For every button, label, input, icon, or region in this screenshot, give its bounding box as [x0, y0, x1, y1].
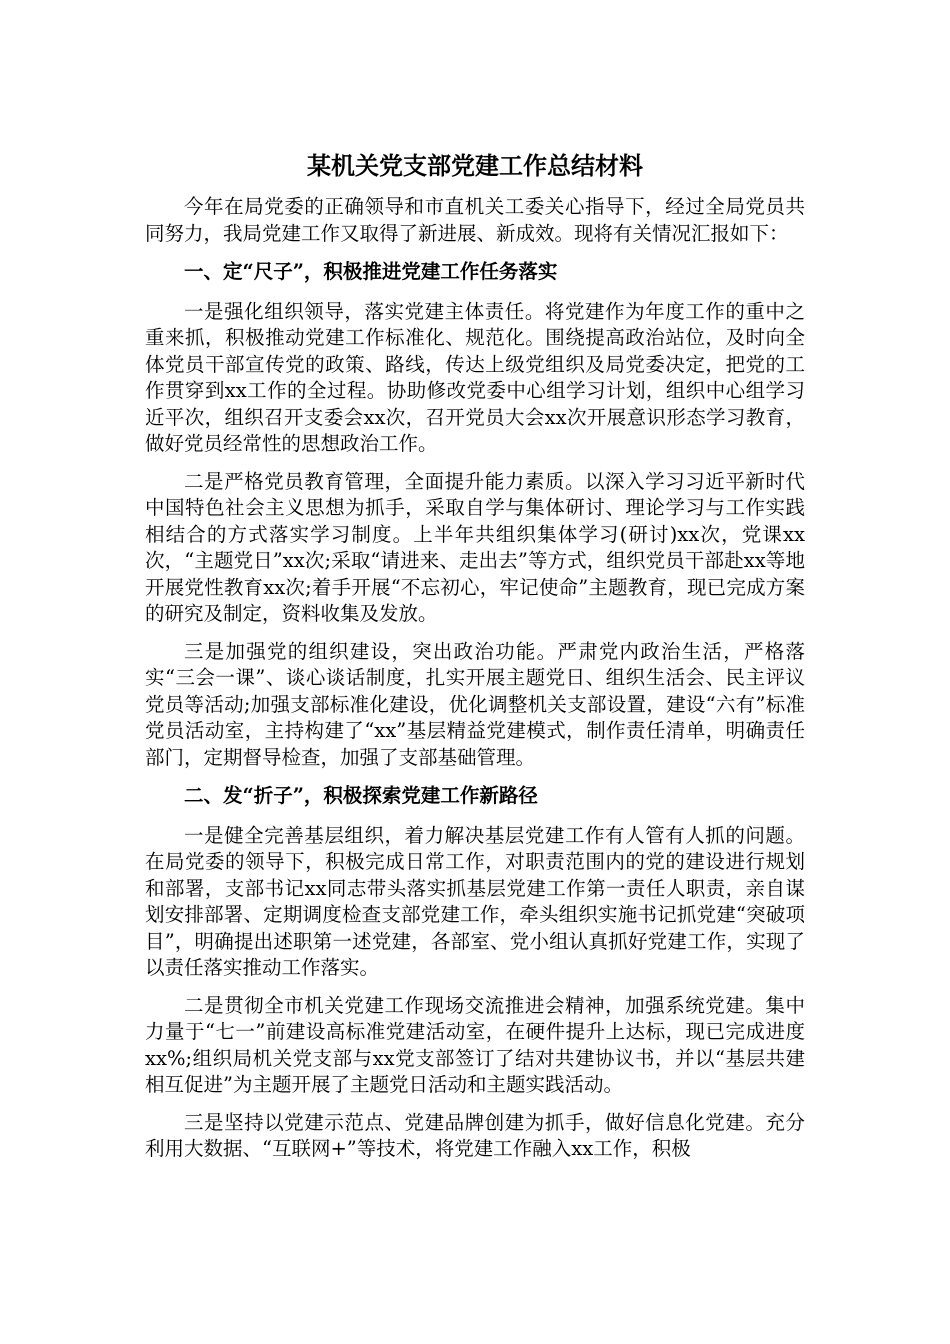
section-2-paragraph-1: 一是健全完善基层组织，着力解决基层党建工作有人管有人抓的问题。在局党委的领导下，积极完成日常工作，对职责范围内的党的建设进行规划和部署，支部书记xx同志带头落实抓基层党建工作第一责任人职责，亲自谋划安排部署、定期调度检查支部党建工作，牵头组织实施书记抓党建“突破项目”，明确提出述职第一述党建，各部室、党小组认真抓好党建工作，实现了以责任落实推动工作落实。 [145, 823, 805, 979]
section-1-paragraph-3: 三是加强党的组织建设，突出政治功能。严肃党内政治生活，严格落实“三会一课”、谈心谈话制度，扎实开展主题党日、组织生活会、民主评议党员等活动;加强支部标准化建设，优化调整机关支部设置，建设“六有”标准党员活动室，主持构建了“xx”基层精益党建模式，制作责任清单，明确责任部门，定期督导检查，加强了支部基础管理。 [145, 639, 805, 769]
intro-paragraph: 今年在局党委的正确领导和市直机关工委关心指导下，经过全局党员共同努力，我局党建工作又取得了新进展、新成效。现将有关情况汇报如下： [145, 195, 805, 245]
document-page [145, 0, 805, 1163]
section-2-paragraph-3: 三是坚持以党建示范点、党建品牌创建为抓手，做好信息化党建。充分利用大数据、“互联网+”等技术，将党建工作融入xx工作，积极 [145, 1110, 805, 1160]
section-1-paragraph-2: 二是严格党员教育管理，全面提升能力素质。以深入学习习近平新时代中国特色社会主义思想为抓手，采取自学与集体研讨、理论学习与工作实践相结合的方式落实学习制度。上半年共组织集体学习(研讨)xx次，党课xx次，“主题党日”xx次;采取“请进来、走出去”等方式，组织党员干部赴xx等地开展党性教育xx次;着手开展“不忘初心，牢记使命”主题教育，现已完成方案的研究及制定，资料收集及发放。 [145, 469, 805, 625]
section-2-paragraph-2: 二是贯彻全市机关党建工作现场交流推进会精神，加强系统党建。集中力量于“七一”前建设高标准党建活动室，在硬件提升上达标，现已完成进度xx%;组织局机关党支部与xx党支部签订了结对共建协议书，并以“基层共建相互促进”为主题开展了主题党日活动和主题实践活动。 [145, 993, 805, 1096]
document-title: 某机关党支部党建工作总结材料 [307, 151, 643, 180]
section-1-heading: 一、定“尺子”，积极推进党建工作任务落实 [184, 260, 558, 283]
section-1-paragraph-1: 一是强化组织领导，落实党建主体责任。将党建作为年度工作的重中之重来抓，积极推动党建工作标准化、规范化。围绕提高政治站位，及时向全体党员干部宣传党的政策、路线，传达上级党组织及局党委决定，把党的工作贯穿到xx工作的全过程。协助修改党委中心组学习计划，组织中心组学习近平次，组织召开支委会xx次，召开党员大会xx次开展意识形态学习教育，做好党员经常性的思想政治工作。 [145, 299, 805, 455]
section-2-heading: 二、发“折子”，积极探索党建工作新路径 [184, 784, 538, 807]
